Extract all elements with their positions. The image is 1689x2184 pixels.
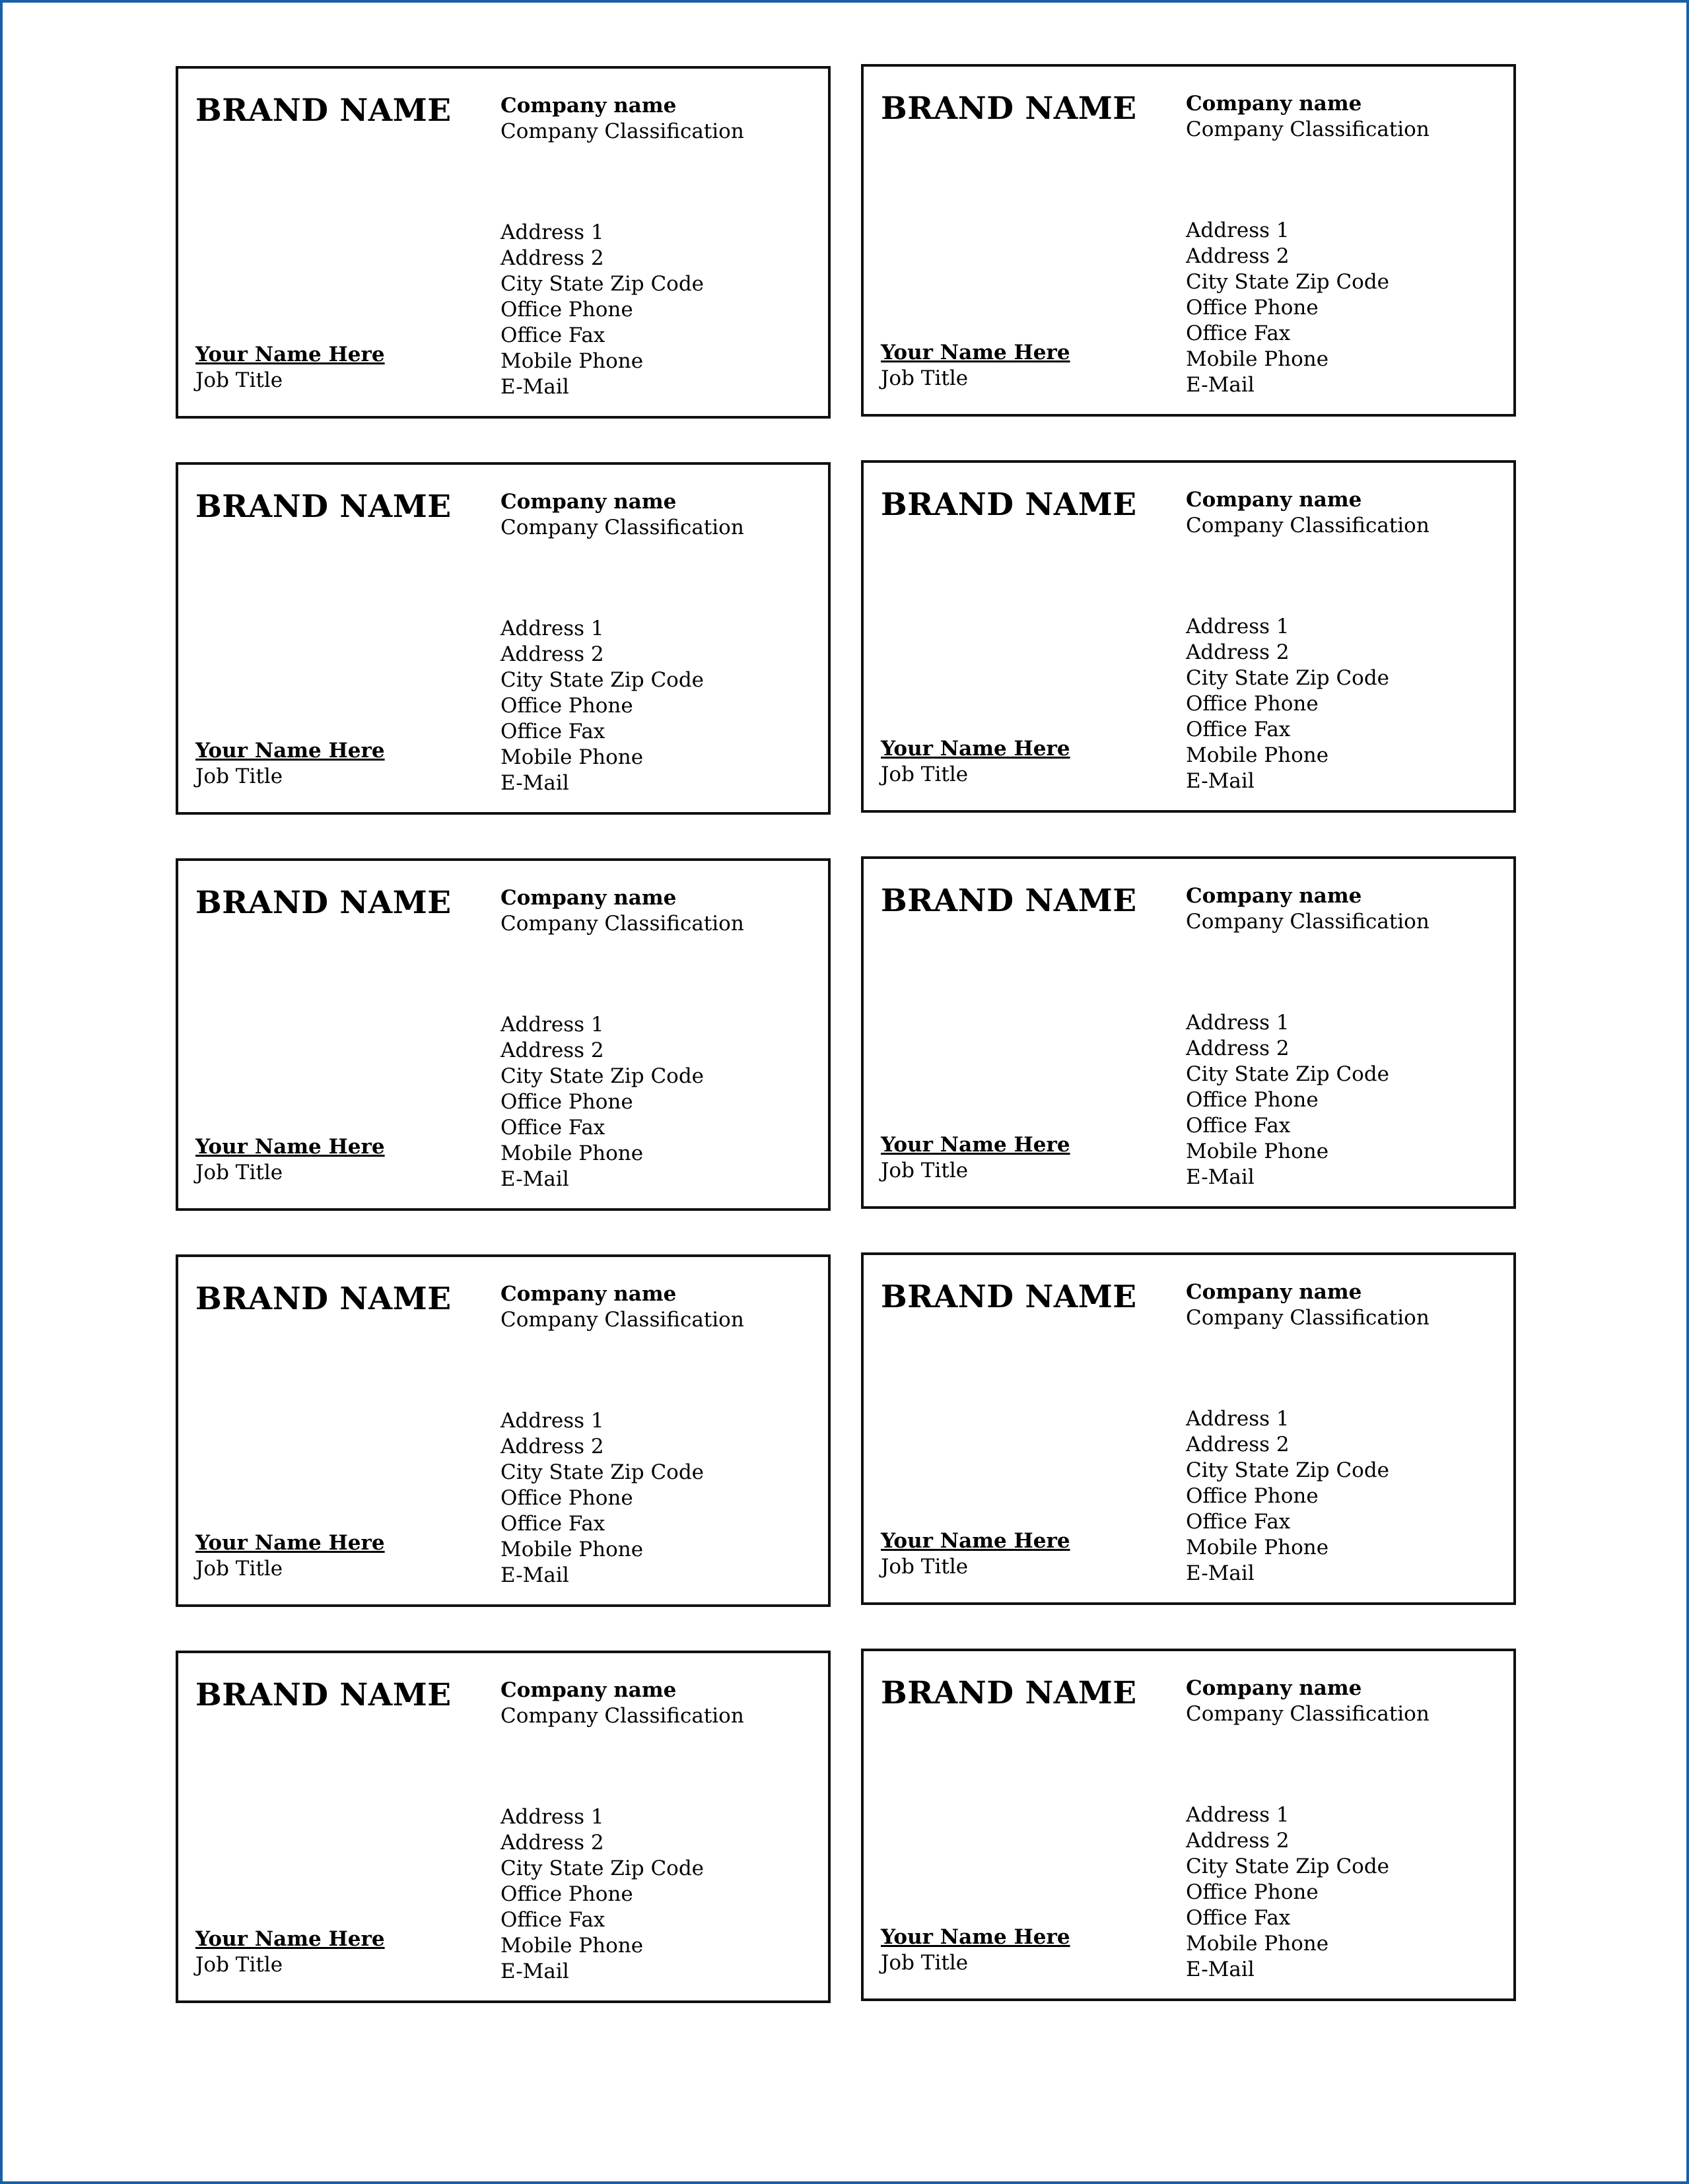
company-classification: Company Classification	[1186, 1702, 1430, 1726]
job-title: Job Title	[881, 1555, 969, 1579]
brand-name: BRAND NAME	[195, 1677, 452, 1713]
person-name: Your Name Here	[195, 1531, 385, 1555]
office-phone: Office Phone	[500, 1882, 633, 1906]
job-title: Job Title	[195, 1557, 283, 1581]
brand-name: BRAND NAME	[881, 1675, 1137, 1711]
business-card	[861, 1252, 1516, 1605]
email: E-Mail	[500, 1960, 569, 1983]
contact-details	[500, 1408, 704, 1588]
company-name: Company name	[1186, 92, 1362, 116]
company-classification: Company Classification	[500, 1704, 744, 1728]
person-name: Your Name Here	[195, 1135, 385, 1159]
address-line-2: Address 2	[1186, 640, 1290, 664]
mobile-phone: Mobile Phone	[1186, 1536, 1329, 1559]
contact-details	[500, 220, 704, 400]
person-name: Your Name Here	[881, 737, 1070, 761]
email: E-Mail	[500, 1167, 569, 1191]
email: E-Mail	[1186, 1165, 1255, 1189]
email: E-Mail	[1186, 373, 1255, 397]
company-classification: Company Classification	[1186, 910, 1430, 934]
city-state-zip: City State Zip Code	[1186, 1458, 1390, 1482]
contact-details	[1186, 1802, 1389, 1983]
office-phone: Office Phone	[500, 298, 633, 322]
address-line-1: Address 1	[1186, 1803, 1290, 1827]
person-name: Your Name Here	[881, 1529, 1070, 1553]
office-phone: Office Phone	[500, 1090, 633, 1114]
contact-details	[500, 1804, 704, 1985]
brand-name: BRAND NAME	[195, 92, 452, 129]
brand-name: BRAND NAME	[881, 90, 1137, 127]
address-line-1: Address 1	[1186, 1011, 1290, 1035]
contact-details	[1186, 1010, 1389, 1190]
address-line-2: Address 2	[1186, 244, 1290, 268]
company-classification: Company Classification	[500, 912, 744, 936]
office-fax: Office Fax	[1186, 1510, 1291, 1534]
person-name: Your Name Here	[195, 343, 385, 366]
mobile-phone: Mobile Phone	[500, 1934, 644, 1958]
address-line-2: Address 2	[500, 1039, 604, 1062]
address-line-2: Address 2	[1186, 1433, 1290, 1456]
address-line-1: Address 1	[1186, 219, 1290, 242]
address-line-1: Address 1	[500, 1013, 604, 1037]
office-phone: Office Phone	[500, 694, 633, 718]
company-name: Company name	[500, 490, 677, 514]
mobile-phone: Mobile Phone	[1186, 347, 1329, 371]
company-name: Company name	[1186, 1280, 1362, 1304]
business-card	[176, 1254, 831, 1607]
company-classification: Company Classification	[500, 119, 744, 143]
business-card	[176, 1651, 831, 2003]
mobile-phone: Mobile Phone	[500, 349, 644, 373]
job-title: Job Title	[881, 1951, 969, 1975]
company-name: Company name	[1186, 884, 1362, 908]
contact-details	[1186, 218, 1389, 398]
office-fax: Office Fax	[1186, 718, 1291, 741]
city-state-zip: City State Zip Code	[500, 1064, 705, 1088]
office-fax: Office Fax	[500, 1116, 605, 1140]
person-name: Your Name Here	[195, 739, 385, 763]
city-state-zip: City State Zip Code	[500, 668, 705, 692]
mobile-phone: Mobile Phone	[500, 1142, 644, 1165]
address-line-2: Address 2	[1186, 1037, 1290, 1060]
address-line-1: Address 1	[500, 1805, 604, 1829]
address-line-2: Address 2	[500, 1831, 604, 1855]
office-phone: Office Phone	[1186, 1880, 1319, 1904]
company-classification: Company Classification	[500, 516, 744, 539]
business-card	[176, 462, 831, 815]
address-line-1: Address 1	[500, 1409, 604, 1433]
city-state-zip: City State Zip Code	[1186, 270, 1390, 294]
contact-details	[1186, 614, 1389, 794]
mobile-phone: Mobile Phone	[500, 1538, 644, 1561]
person-name: Your Name Here	[195, 1927, 385, 1951]
office-fax: Office Fax	[1186, 1906, 1291, 1930]
person-name: Your Name Here	[881, 1133, 1070, 1157]
city-state-zip: City State Zip Code	[500, 1460, 705, 1484]
mobile-phone: Mobile Phone	[1186, 743, 1329, 767]
company-name: Company name	[500, 1282, 677, 1306]
brand-name: BRAND NAME	[195, 489, 452, 525]
contact-details	[1186, 1406, 1389, 1587]
brand-name: BRAND NAME	[881, 487, 1137, 523]
office-phone: Office Phone	[500, 1486, 633, 1510]
job-title: Job Title	[195, 1953, 283, 1977]
contact-details	[500, 616, 704, 796]
city-state-zip: City State Zip Code	[1186, 1062, 1390, 1086]
office-phone: Office Phone	[1186, 692, 1319, 716]
office-fax: Office Fax	[500, 720, 605, 743]
job-title: Job Title	[881, 763, 969, 786]
job-title: Job Title	[881, 366, 969, 390]
city-state-zip: City State Zip Code	[500, 272, 705, 296]
city-state-zip: City State Zip Code	[1186, 666, 1390, 690]
brand-name: BRAND NAME	[881, 1279, 1137, 1315]
mobile-phone: Mobile Phone	[1186, 1140, 1329, 1163]
email: E-Mail	[1186, 769, 1255, 793]
city-state-zip: City State Zip Code	[500, 1857, 705, 1880]
office-phone: Office Phone	[1186, 296, 1319, 320]
company-name: Company name	[1186, 1676, 1362, 1700]
company-classification: Company Classification	[500, 1308, 744, 1332]
contact-details	[500, 1012, 704, 1192]
address-line-1: Address 1	[500, 617, 604, 640]
company-classification: Company Classification	[1186, 118, 1430, 141]
company-classification: Company Classification	[1186, 514, 1430, 537]
business-card	[861, 460, 1516, 813]
job-title: Job Title	[195, 765, 283, 788]
email: E-Mail	[500, 771, 569, 795]
address-line-2: Address 2	[500, 642, 604, 666]
company-name: Company name	[1186, 488, 1362, 512]
job-title: Job Title	[195, 368, 283, 392]
mobile-phone: Mobile Phone	[1186, 1932, 1329, 1956]
address-line-2: Address 2	[1186, 1829, 1290, 1853]
address-line-1: Address 1	[1186, 1407, 1290, 1431]
job-title: Job Title	[881, 1159, 969, 1182]
business-card	[176, 858, 831, 1211]
business-card	[861, 1649, 1516, 2001]
company-name: Company name	[500, 886, 677, 910]
office-fax: Office Fax	[1186, 1114, 1291, 1138]
office-phone: Office Phone	[1186, 1088, 1319, 1112]
address-line-2: Address 2	[500, 1435, 604, 1458]
company-name: Company name	[500, 94, 677, 118]
person-name: Your Name Here	[881, 341, 1070, 364]
address-line-1: Address 1	[1186, 615, 1290, 638]
email: E-Mail	[1186, 1958, 1255, 1981]
office-fax: Office Fax	[500, 1512, 605, 1536]
mobile-phone: Mobile Phone	[500, 745, 644, 769]
brand-name: BRAND NAME	[881, 883, 1137, 919]
business-card	[861, 856, 1516, 1209]
brand-name: BRAND NAME	[195, 885, 452, 921]
office-phone: Office Phone	[1186, 1484, 1319, 1508]
office-fax: Office Fax	[1186, 322, 1291, 345]
job-title: Job Title	[195, 1161, 283, 1184]
company-name: Company name	[500, 1678, 677, 1702]
business-card	[176, 66, 831, 419]
address-line-2: Address 2	[500, 246, 604, 270]
city-state-zip: City State Zip Code	[1186, 1855, 1390, 1878]
business-card	[861, 64, 1516, 417]
email: E-Mail	[500, 375, 569, 399]
brand-name: BRAND NAME	[195, 1281, 452, 1317]
office-fax: Office Fax	[500, 324, 605, 347]
office-fax: Office Fax	[500, 1908, 605, 1932]
address-line-1: Address 1	[500, 221, 604, 244]
person-name: Your Name Here	[881, 1925, 1070, 1949]
company-classification: Company Classification	[1186, 1306, 1430, 1330]
email: E-Mail	[1186, 1561, 1255, 1585]
email: E-Mail	[500, 1563, 569, 1587]
